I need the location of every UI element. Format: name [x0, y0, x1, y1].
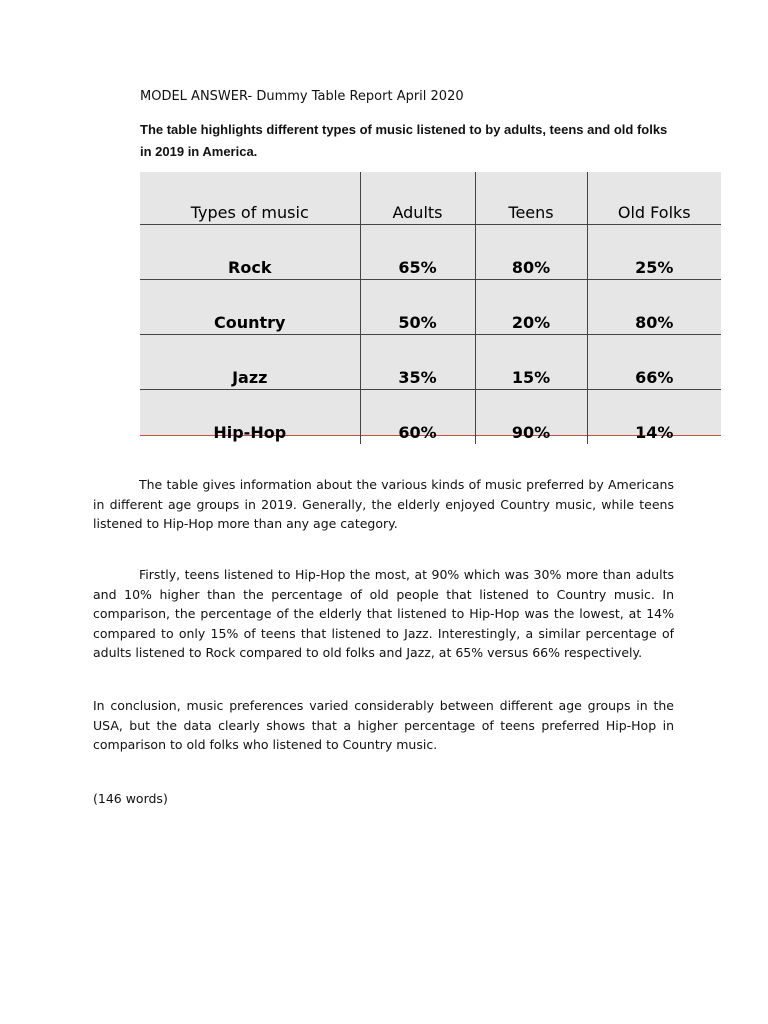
music-table-container — [140, 172, 721, 442]
table-cell-old-folks: 25% — [587, 225, 721, 280]
conclusion-paragraph: In conclusion, music preferences varied considerably between different age groups in the USA, but the data clearly shows that a higher percentage of teens preferred Hip-Hop in comparison to old folks who listened to Country music. — [93, 698, 674, 752]
table-row — [140, 280, 721, 335]
table-cell-adults: 35% — [360, 335, 475, 390]
table-cell-genre: Jazz — [140, 335, 360, 390]
table-cell-teens: 90% — [475, 390, 587, 445]
table-cell-teens: 80% — [475, 225, 587, 280]
table-description-heading: The table highlights different types of music listened to by adults, teens and old folks in 2019 in America. — [140, 122, 668, 159]
table-cell-genre: Hip-Hop — [140, 390, 360, 445]
table-row — [140, 335, 721, 390]
table-row — [140, 390, 721, 445]
column-header-old-folks: Old Folks — [587, 172, 721, 225]
column-header-teens: Teens — [475, 172, 587, 225]
body-paragraph: Firstly, teens listened to Hip-Hop the most, at 90% which was 30% more than adults and 10% higher than the percentage of old people that listened to Country music. In comparison, the percentage of the elderly that listened to Hip-Hop was the lowest, at 14% compared to only 15% of teens that listened to Jazz. Interestingly, a similar percentage of adults listened to Rock compared to old folks and Jazz, at 65% versus 66% respectively. — [93, 567, 674, 660]
table-cell-genre: Country — [140, 280, 360, 335]
table-cell-teens: 15% — [475, 335, 587, 390]
column-header-type: Types of music — [190, 203, 309, 222]
table-cell-adults: 50% — [360, 280, 475, 335]
music-preferences-table — [140, 172, 721, 444]
table-cell-old-folks: 66% — [587, 335, 721, 390]
table-cell-old-folks: 80% — [587, 280, 721, 335]
table-cell-adults: 65% — [360, 225, 475, 280]
document-title: MODEL ANSWER- Dummy Table Report April 2020 — [140, 89, 464, 104]
table-cell-teens: 20% — [475, 280, 587, 335]
table-cell-old-folks: 14% — [587, 390, 721, 445]
table-row — [140, 225, 721, 280]
table-header-row — [140, 172, 721, 225]
word-count: (146 words) — [93, 791, 168, 806]
column-header-adults: Adults — [360, 172, 475, 225]
table-cell-genre: Rock — [140, 225, 360, 280]
introduction-paragraph: The table gives information about the various kinds of music preferred by Americans in different age groups in 2019. Generally, the elderly enjoyed Country music, while teens listened to Hip-Hop more than any age category. — [93, 477, 674, 531]
table-cell-adults: 60% — [360, 390, 475, 445]
